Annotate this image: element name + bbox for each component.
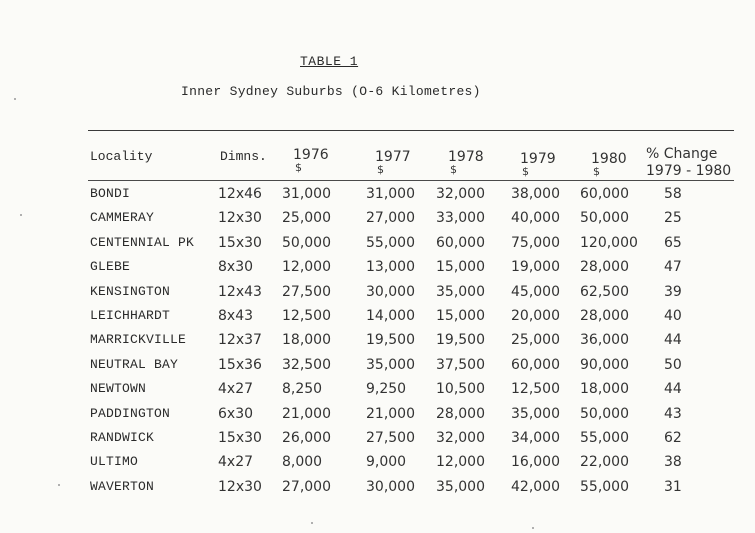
table-row bbox=[0, 186, 755, 210]
scan-speck bbox=[14, 98, 16, 100]
cell-dimns: 15x36 bbox=[218, 356, 262, 373]
header-1979-currency: $ bbox=[522, 165, 529, 178]
header-1979 bbox=[520, 152, 556, 178]
cell-y1978: 37,500 bbox=[436, 356, 485, 373]
cell-y1978: 10,500 bbox=[436, 381, 485, 398]
cell-y1978: 33,000 bbox=[436, 210, 485, 227]
cell-y1977: 30,000 bbox=[366, 283, 415, 300]
cell-y1977: 19,500 bbox=[366, 332, 415, 349]
cell-y1979: 12,500 bbox=[511, 381, 560, 398]
cell-y1976: 26,000 bbox=[282, 430, 331, 446]
cell-y1978: 35,000 bbox=[436, 283, 485, 300]
cell-y1978: 60,000 bbox=[436, 234, 485, 251]
cell-pct: 47 bbox=[664, 259, 682, 276]
cell-dimns: 8x30 bbox=[218, 259, 254, 276]
table-label: TABLE 1 bbox=[300, 54, 359, 69]
cell-y1979: 16,000 bbox=[511, 454, 560, 471]
cell-dimns: 8x43 bbox=[218, 308, 254, 324]
cell-y1980: 36,000 bbox=[580, 332, 629, 349]
cell-y1978: 32,000 bbox=[436, 186, 485, 202]
cell-y1976: 12,500 bbox=[282, 308, 331, 324]
cell-pct: 31 bbox=[664, 478, 682, 495]
cell-y1977: 14,000 bbox=[366, 308, 415, 324]
header-1978 bbox=[448, 150, 484, 176]
cell-dimns: 15x30 bbox=[218, 430, 262, 446]
cell-locality: LEICHHARDT bbox=[90, 308, 171, 323]
cell-pct: 50 bbox=[664, 356, 682, 373]
header-1977-year: 1977 bbox=[375, 149, 411, 165]
cell-y1977: 9,250 bbox=[366, 381, 407, 398]
table-subtitle: Inner Sydney Suburbs (O-6 Kilometres) bbox=[181, 84, 481, 99]
cell-y1978: 12,000 bbox=[436, 454, 485, 471]
cell-dimns: 12x43 bbox=[218, 283, 262, 300]
table-row bbox=[0, 381, 755, 405]
scan-speck bbox=[532, 527, 534, 529]
cell-locality: NEWTOWN bbox=[90, 381, 147, 397]
cell-y1979: 75,000 bbox=[511, 234, 560, 251]
cell-y1980: 55,000 bbox=[580, 430, 629, 446]
cell-y1976: 31,000 bbox=[282, 186, 331, 202]
cell-pct: 44 bbox=[664, 332, 682, 349]
header-rule bbox=[88, 180, 734, 181]
scan-speck bbox=[311, 522, 313, 524]
table-row bbox=[0, 479, 755, 503]
cell-y1978: 15,000 bbox=[436, 259, 485, 276]
cell-y1979: 34,000 bbox=[511, 430, 560, 446]
cell-y1980: 18,000 bbox=[580, 381, 629, 398]
cell-y1980: 50,000 bbox=[580, 405, 629, 422]
cell-y1979: 45,000 bbox=[511, 283, 560, 300]
cell-pct: 43 bbox=[664, 405, 682, 422]
cell-locality: PADDINGTON bbox=[90, 405, 171, 421]
cell-pct: 44 bbox=[664, 381, 682, 398]
table-row bbox=[0, 357, 755, 381]
header-1976 bbox=[293, 148, 329, 174]
cell-y1976: 27,000 bbox=[282, 478, 331, 495]
header-1980-currency: $ bbox=[593, 165, 600, 178]
header-1980 bbox=[591, 152, 627, 178]
cell-y1980: 90,000 bbox=[580, 356, 629, 373]
top-rule bbox=[88, 130, 734, 131]
cell-y1977: 13,000 bbox=[366, 259, 415, 276]
cell-y1976: 50,000 bbox=[282, 234, 331, 251]
cell-y1977: 9,000 bbox=[366, 454, 407, 471]
header-locality: Locality bbox=[90, 149, 153, 164]
cell-y1976: 8,250 bbox=[282, 381, 323, 398]
table-row bbox=[0, 406, 755, 430]
cell-y1977: 30,000 bbox=[366, 478, 415, 495]
cell-y1977: 27,000 bbox=[366, 210, 415, 227]
cell-pct: 38 bbox=[664, 454, 682, 471]
cell-locality: ULTIMO bbox=[90, 454, 139, 470]
cell-dimns: 12x46 bbox=[218, 186, 262, 202]
cell-y1980: 62,500 bbox=[580, 283, 629, 300]
cell-y1979: 42,000 bbox=[511, 478, 560, 495]
header-pct-line1: % Change bbox=[646, 146, 718, 162]
cell-y1980: 22,000 bbox=[580, 454, 629, 471]
cell-locality: KENSINGTON bbox=[90, 283, 171, 299]
header-1977 bbox=[375, 150, 411, 176]
header-1977-currency: $ bbox=[377, 163, 384, 176]
cell-pct: 62 bbox=[664, 430, 682, 446]
cell-y1976: 18,000 bbox=[282, 332, 331, 349]
cell-y1978: 19,500 bbox=[436, 332, 485, 349]
cell-y1980: 55,000 bbox=[580, 478, 629, 495]
cell-locality: BONDI bbox=[90, 186, 131, 201]
cell-y1978: 32,000 bbox=[436, 430, 485, 446]
cell-y1979: 38,000 bbox=[511, 186, 560, 202]
table-row bbox=[0, 308, 755, 332]
header-1979-year: 1979 bbox=[520, 151, 556, 167]
table-row bbox=[0, 332, 755, 356]
header-1976-year: 1976 bbox=[293, 147, 329, 163]
cell-y1979: 40,000 bbox=[511, 210, 560, 227]
cell-y1979: 60,000 bbox=[511, 356, 560, 373]
cell-pct: 25 bbox=[664, 210, 682, 227]
cell-y1978: 15,000 bbox=[436, 308, 485, 324]
cell-y1980: 50,000 bbox=[580, 210, 629, 227]
cell-pct: 65 bbox=[664, 234, 682, 251]
cell-pct: 40 bbox=[664, 308, 682, 324]
cell-locality: CENTENNIAL PK bbox=[90, 234, 195, 250]
table-row bbox=[0, 454, 755, 478]
cell-dimns: 15x30 bbox=[218, 234, 262, 251]
cell-dimns: 12x37 bbox=[218, 332, 262, 349]
header-pct-line2: 1979 - 1980 bbox=[646, 163, 732, 179]
cell-y1977: 31,000 bbox=[366, 186, 415, 202]
cell-y1978: 28,000 bbox=[436, 405, 485, 422]
scan-speck bbox=[20, 214, 22, 216]
cell-y1976: 27,500 bbox=[282, 283, 331, 300]
cell-y1979: 35,000 bbox=[511, 405, 560, 422]
header-1980-year: 1980 bbox=[591, 151, 627, 167]
table-row bbox=[0, 210, 755, 234]
table-row bbox=[0, 284, 755, 308]
header-dimns: Dimns. bbox=[220, 149, 267, 164]
cell-y1979: 25,000 bbox=[511, 332, 560, 349]
cell-y1980: 120,000 bbox=[580, 234, 638, 251]
table-row bbox=[0, 430, 755, 454]
cell-y1978: 35,000 bbox=[436, 478, 485, 495]
header-pct-change bbox=[646, 146, 731, 180]
cell-dimns: 12x30 bbox=[218, 210, 262, 227]
header-1978-year: 1978 bbox=[448, 149, 484, 165]
cell-locality: GLEBE bbox=[90, 259, 131, 275]
cell-pct: 58 bbox=[664, 186, 682, 202]
cell-locality: CAMMERAY bbox=[90, 210, 155, 226]
cell-y1980: 60,000 bbox=[580, 186, 629, 202]
cell-y1979: 20,000 bbox=[511, 308, 560, 324]
cell-y1976: 21,000 bbox=[282, 405, 331, 422]
cell-y1977: 27,500 bbox=[366, 430, 415, 446]
cell-y1979: 19,000 bbox=[511, 259, 560, 276]
cell-y1976: 25,000 bbox=[282, 210, 331, 227]
cell-y1980: 28,000 bbox=[580, 259, 629, 276]
cell-y1976: 32,500 bbox=[282, 356, 331, 373]
scan-speck bbox=[58, 484, 60, 486]
cell-dimns: 12x30 bbox=[218, 478, 262, 495]
cell-dimns: 4x27 bbox=[218, 454, 254, 471]
cell-locality: RANDWICK bbox=[90, 430, 155, 445]
cell-locality: MARRICKVILLE bbox=[90, 332, 187, 348]
table-row bbox=[0, 259, 755, 283]
cell-y1977: 55,000 bbox=[366, 234, 415, 251]
cell-locality: NEUTRAL BAY bbox=[90, 356, 179, 372]
cell-dimns: 4x27 bbox=[218, 381, 254, 398]
cell-locality: WAVERTON bbox=[90, 478, 155, 494]
cell-y1976: 12,000 bbox=[282, 259, 331, 276]
header-1978-currency: $ bbox=[450, 163, 457, 176]
cell-y1977: 35,000 bbox=[366, 356, 415, 373]
header-1976-currency: $ bbox=[295, 161, 302, 174]
table-row bbox=[0, 235, 755, 259]
cell-y1977: 21,000 bbox=[366, 405, 415, 422]
cell-y1976: 8,000 bbox=[282, 454, 323, 471]
cell-pct: 39 bbox=[664, 283, 682, 300]
cell-y1980: 28,000 bbox=[580, 308, 629, 324]
cell-dimns: 6x30 bbox=[218, 405, 254, 422]
